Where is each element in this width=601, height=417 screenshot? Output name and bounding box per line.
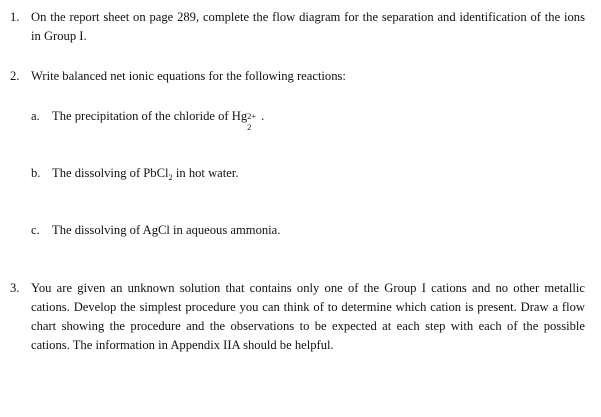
question-text: You are given an unknown solution that contains only one of the Group I cations and no other metallic cations. Develop the simplest procedure you can think of to determine which cation is present. Draw a flow chart showing the procedure and the observations to be expected at each step with each of the possible cations. The information in Appendix IIA should be helpful. xyxy=(31,281,585,352)
part-text-before: The dissolving of PbCl xyxy=(52,166,169,180)
part-letter: b. xyxy=(31,166,41,180)
part-letter: a. xyxy=(31,109,40,123)
part-text: The precipitation of the chloride of Hg 2+ 2 . xyxy=(52,109,265,132)
part-text-before: The precipitation of the chloride of Hg xyxy=(52,109,248,123)
question-number: 1. xyxy=(10,10,20,24)
part-letter: c. xyxy=(31,223,40,237)
question-text: On the report sheet on page 289, complete the flow diagram for the separation and identification of the ions in Group I. xyxy=(31,10,585,43)
part-text xyxy=(52,164,585,183)
subscript: 2 xyxy=(168,172,173,182)
part-text: The dissolving of AgCl in aqueous ammonia. xyxy=(52,223,281,237)
part-text-after: . xyxy=(261,109,265,123)
question-number: 2. xyxy=(10,69,20,83)
question-number: 3. xyxy=(10,281,20,295)
part-text-after: in hot water. xyxy=(172,166,239,180)
question-text: Write balanced net ionic equations for the following reactions: xyxy=(31,69,346,83)
